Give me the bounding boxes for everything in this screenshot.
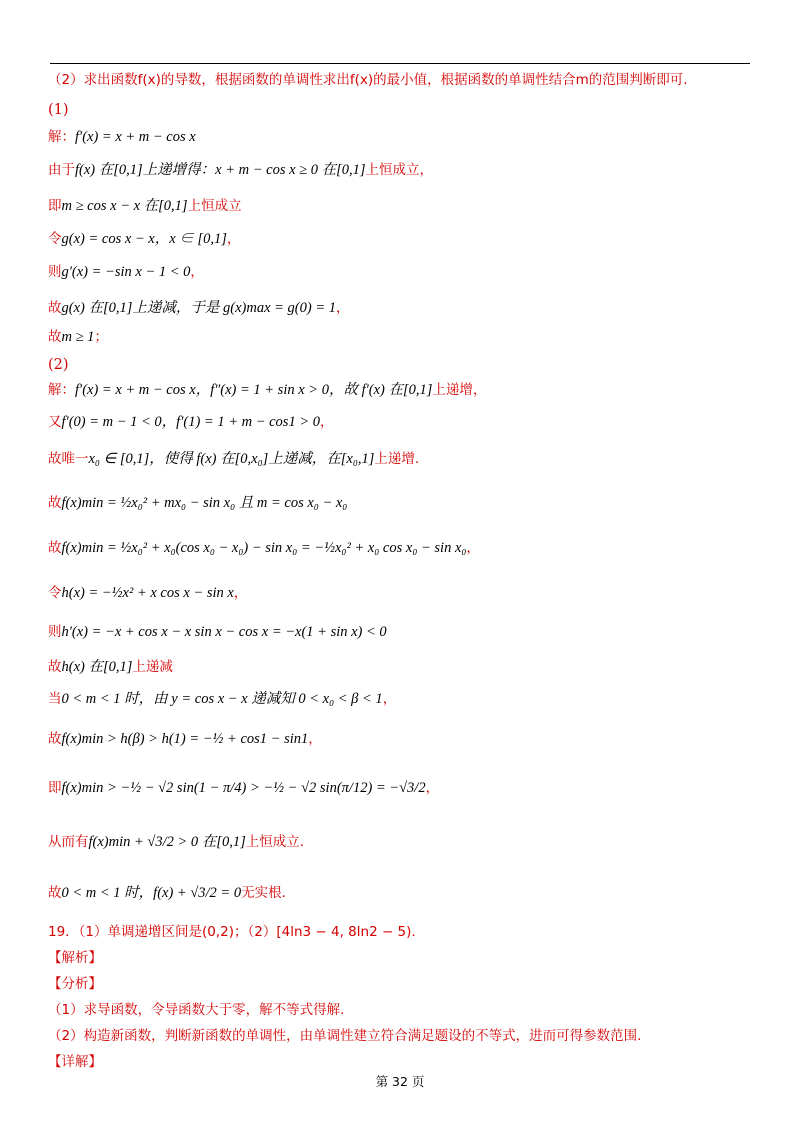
part1-label: (1) <box>48 102 69 118</box>
solution-line-formula: f(x)min = ½x₀² + mx₀ − sin x₀ 且 m = cos x₀ − x₀ <box>61 495 348 511</box>
solution-line-prefix: 故 <box>48 495 62 511</box>
solution-line-formula: f(x)min > −½ − √2 sin(1 − π/4) > −½ − √2 sin(π/12) = −√3/2 <box>61 780 426 796</box>
solution-line <box>48 778 439 798</box>
solution-line-formula: g(x) = cos x − x，x ∈ [0,1] <box>61 231 227 247</box>
solution-line-suffix: 上恒成立， <box>365 162 434 178</box>
solution-line-formula: f(x)min = ½x₀² + x₀(cos x₀ − x₀) − sin x₀ = −½x₀² + x₀ cos x₀ − sin x₀ <box>61 540 467 556</box>
solution-line-suffix: ， <box>335 300 350 316</box>
solution-line-formula: f′(x) = x + m − cos x <box>75 129 196 145</box>
solution-line-suffix: 上递减 <box>132 659 173 675</box>
solution-line <box>48 229 240 249</box>
solution-line-prefix: 由于 <box>48 162 75 178</box>
solution-line-prefix: 即 <box>48 198 62 214</box>
solution-line-prefix: 则 <box>48 624 62 640</box>
solution-line-prefix: 故 <box>48 540 62 556</box>
solution-line-formula: g(x) 在[0,1]上递减，于是 g(x)max = g(0) = 1 <box>61 300 336 316</box>
solution-line <box>48 160 433 180</box>
solution-line-formula: 0 < m < 1 时，由 y = cos x − x 递减知 0 < x₀ < β < 1 <box>61 691 383 707</box>
solution-line-suffix: ， <box>233 585 248 601</box>
solution-line <box>48 127 196 147</box>
solution-line-suffix: ， <box>308 731 322 747</box>
solution-line-prefix: 即 <box>48 780 62 796</box>
solution-line <box>48 262 204 282</box>
solution-line-prefix: 则 <box>48 264 62 280</box>
solution-line <box>48 622 387 642</box>
solution-line-prefix: 故唯一 <box>48 451 89 467</box>
solution-line-suffix: 上恒成立. <box>245 834 305 850</box>
solution-line-formula: x₀ ∈ [0,1]，使得 f(x) 在[0,x₀]上递减，在[x₀,1] <box>88 451 375 467</box>
fenxi-step2: （2）构造新函数，判断新函数的单调性，由单调性建立符合满足题设的不等式，进而可得参数范围. <box>48 1028 642 1044</box>
solution-line <box>48 883 286 903</box>
solution-line <box>48 729 322 749</box>
solution-line-suffix: 上递增. <box>374 451 420 467</box>
solution-line-prefix: 令 <box>48 231 62 247</box>
solution-line-formula: f(x)min + √3/2 > 0 在[0,1] <box>88 834 246 850</box>
solution-line-prefix: 故 <box>48 300 62 316</box>
solution-line-suffix: ， <box>226 231 241 247</box>
solution-line <box>48 380 486 400</box>
solution-line <box>48 196 242 216</box>
solution-line-formula: g′(x) = −sin x − 1 < 0 <box>61 264 191 280</box>
solution-line-formula: f′(0) = m − 1 < 0，f′(1) = 1 + m − cos1 > 0 <box>61 414 320 430</box>
solution-line-prefix: 从而有 <box>48 834 89 850</box>
solution-line-formula: f′(x) = x + m − cos x，f″(x) = 1 + sin x > 0，故 f′(x) 在[0,1] <box>75 382 433 398</box>
solution-line-suffix: ； <box>94 329 108 345</box>
solution-line-suffix: 上递增， <box>432 382 487 398</box>
solution-line-prefix: 故 <box>48 885 62 901</box>
solution-line-prefix: 故 <box>48 731 62 747</box>
solution-line <box>48 449 419 469</box>
solution-line <box>48 657 173 677</box>
fenxi-heading: 【分析】 <box>48 976 102 992</box>
solution-line-prefix: 解： <box>48 129 75 145</box>
solution-line-prefix: 故 <box>48 329 62 345</box>
solution-line-suffix: ， <box>190 264 204 280</box>
solution-line <box>48 493 347 513</box>
q19-answer: 19．（1）单调递增区间是(0,2)；（2）[4ln3 − 4, 8ln2 − 5). <box>48 924 416 940</box>
solution-line <box>48 832 304 852</box>
solution-line-formula: h(x) = −½x² + x cos x − sin x <box>61 585 234 601</box>
solution-line-suffix: 无实根. <box>241 885 286 901</box>
xiangjie-heading: 【详解】 <box>48 1054 102 1070</box>
solution-line-suffix: ， <box>319 414 334 430</box>
solution-line-suffix: ， <box>425 780 440 796</box>
solution-line-prefix: 故 <box>48 659 62 675</box>
solution-line-suffix: 上恒成立 <box>187 198 242 214</box>
solution-line <box>48 412 333 432</box>
solution-line-formula: h(x) 在[0,1] <box>61 659 133 675</box>
solution-line-prefix: 令 <box>48 585 62 601</box>
page-number: 第 32 页 <box>375 1074 425 1089</box>
solution-line-prefix: 当 <box>48 691 62 707</box>
solution-line-prefix: 又 <box>48 414 62 430</box>
solution-line-suffix: ， <box>466 540 480 556</box>
solution-line <box>48 538 480 558</box>
jiexi-heading: 【解析】 <box>48 950 102 966</box>
solution-line-formula: m ≥ cos x − x 在[0,1] <box>61 198 188 214</box>
solution-line-formula: f(x) 在[0,1]上递增得：x + m − cos x ≥ 0 在[0,1] <box>75 162 366 178</box>
header-rule <box>50 63 750 64</box>
solution-line-suffix: ， <box>382 691 397 707</box>
fenxi-step1: （1）求导函数，令导函数大于零，解不等式得解. <box>48 1002 345 1018</box>
solution-line <box>48 327 108 347</box>
solution-line-formula: f(x)min > h(β) > h(1) = −½ + cos1 − sin1 <box>61 731 309 747</box>
solution-line <box>48 689 396 709</box>
solution-line <box>48 298 349 318</box>
analysis-line: （2）求出函数f(x)的导数，根据函数的单调性求出f(x)的最小值，根据函数的单调性结合m的范围判断即可. <box>48 72 688 88</box>
solution-line-formula: h′(x) = −x + cos x − x sin x − cos x = −x(1 + sin x) < 0 <box>61 624 387 640</box>
solution-line <box>48 583 247 603</box>
solution-line-formula: m ≥ 1 <box>61 329 95 345</box>
part2-label: (2) <box>48 357 69 373</box>
solution-line-prefix: 解： <box>48 382 75 398</box>
solution-line-formula: 0 < m < 1 时，f(x) + √3/2 = 0 <box>61 885 242 901</box>
